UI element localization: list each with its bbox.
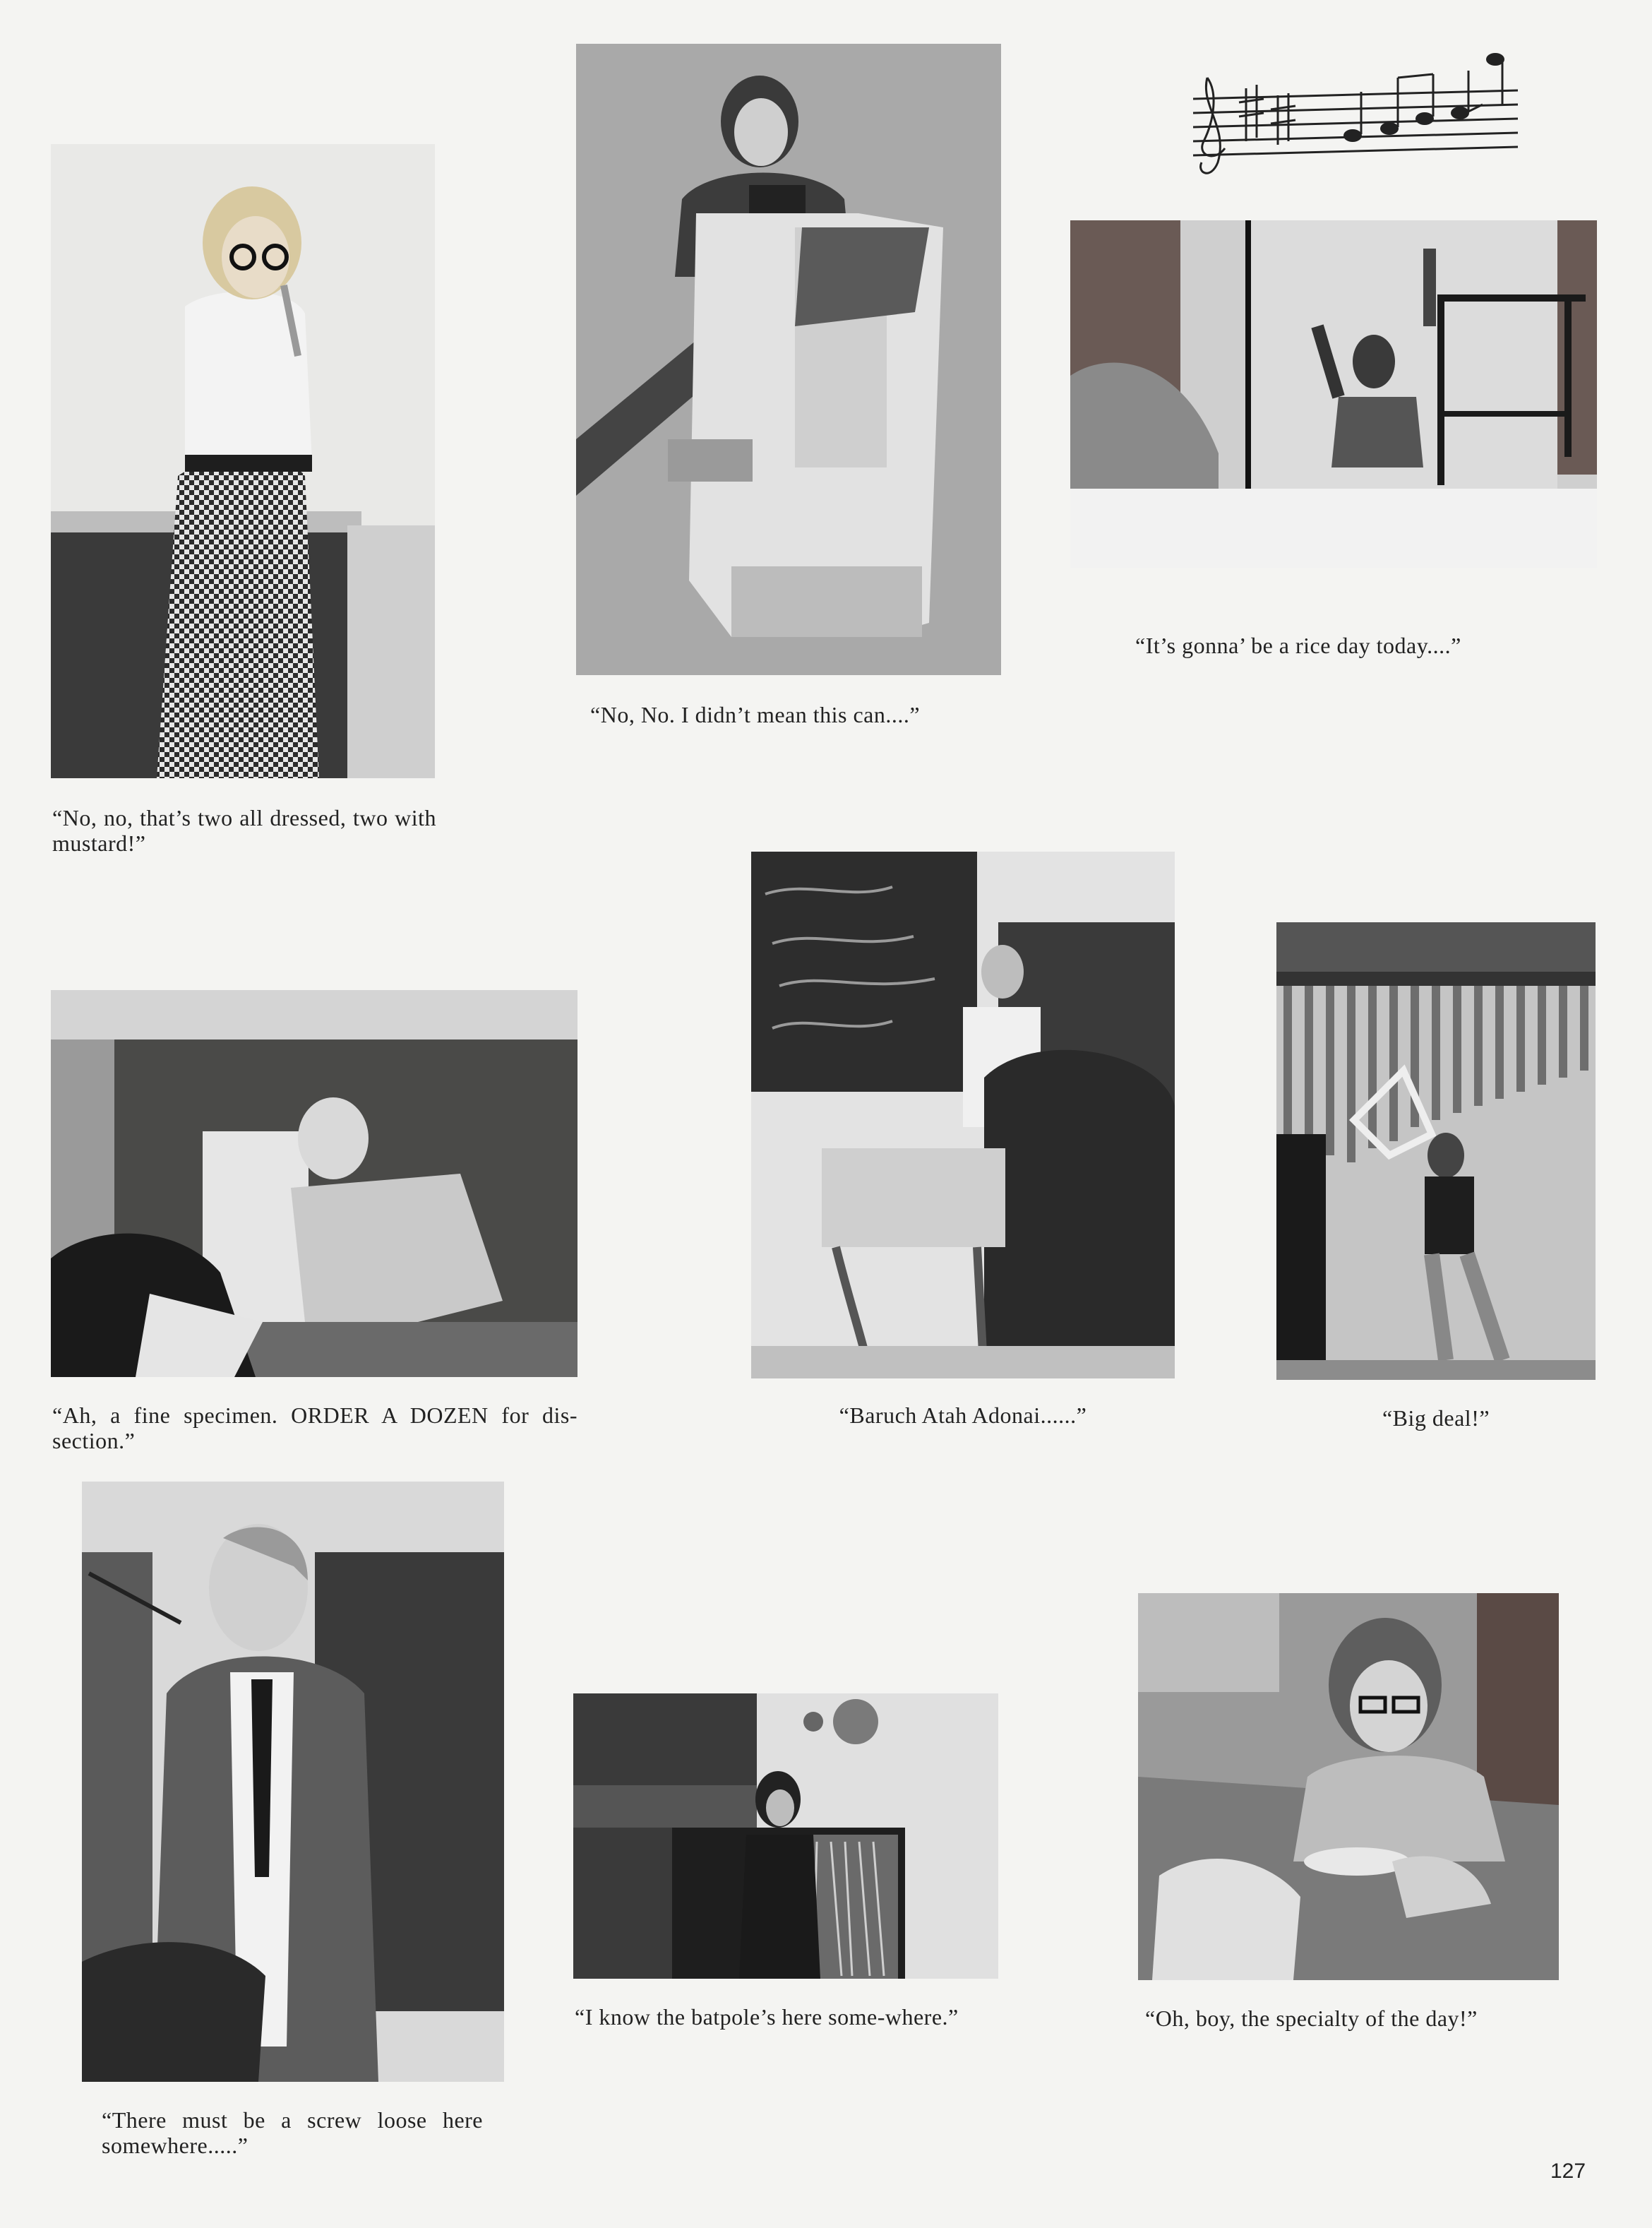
caption-stage-chair: “Big deal!” (1382, 1405, 1490, 1431)
photo-woman-closet (573, 1693, 998, 1979)
caption-woman-phone: “No, no, that’s two all dressed, two with mustard!” (52, 805, 436, 856)
photo-teacher-specimen (51, 990, 577, 1377)
caption-woman-closet: “I know the batpole’s here some-where.” (575, 2004, 959, 2030)
photo-man-bucket-lift (576, 44, 1001, 675)
photo-woman-doorway (1070, 220, 1597, 568)
photo-classroom-blackboard (751, 852, 1175, 1378)
photo-cafeteria-lunch (1138, 1593, 1559, 1980)
caption-cafeteria-lunch: “Oh, boy, the specialty of the day!” (1145, 2006, 1478, 2031)
music-staff-icon (1186, 28, 1532, 191)
caption-teacher-specimen: “Ah, a fine specimen. ORDER A DOZEN for dis-section.” (52, 1402, 577, 1453)
caption-woman-doorway: “It’s gonna’ be a rice day today....” (1135, 633, 1461, 658)
photo-stage-chair (1276, 922, 1596, 1380)
caption-man-bucket-lift: “No, No. I didn’t mean this can....” (590, 702, 921, 727)
photo-man-pencil (82, 1482, 504, 2082)
caption-classroom-blackboard: “Baruch Atah Adonai......” (839, 1402, 1087, 1428)
caption-man-pencil: “There must be a screw loose here somewhere.....” (102, 2107, 483, 2158)
photo-woman-phone (51, 144, 435, 778)
page-number: 127 (1550, 2160, 1586, 2183)
